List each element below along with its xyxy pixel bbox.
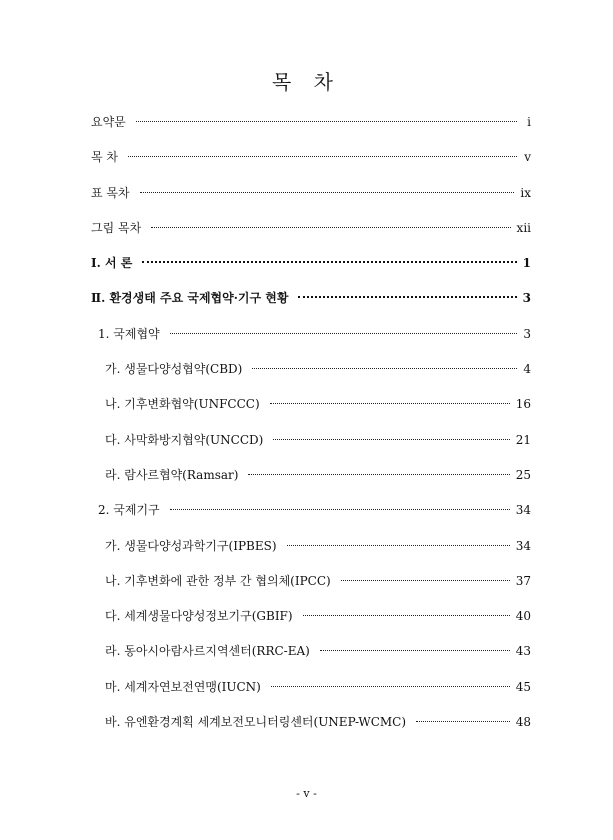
toc-entry-label: 다. 세계생물다양성정보기구(GBIF): [105, 609, 293, 624]
table-of-contents: [91, 113, 531, 748]
toc-chapter-1[interactable]: [91, 254, 531, 289]
toc-entry-figure-list[interactable]: [91, 219, 531, 254]
toc-entry-page: 16: [515, 397, 531, 412]
dot-leader: [298, 296, 516, 298]
toc-entry-page: 37: [515, 573, 531, 588]
toc-entry-page: 48: [515, 715, 531, 730]
dot-leader: [271, 686, 510, 687]
toc-entry-table-list[interactable]: [91, 184, 531, 219]
toc-section-conventions[interactable]: [91, 325, 531, 360]
toc-entry-page: 3: [523, 326, 531, 341]
toc-entry-page: 1: [522, 256, 531, 271]
toc-entry-label: 나. 기후변화에 관한 정부 간 협의체(IPCC): [105, 573, 331, 588]
toc-subsection-rrc-ea[interactable]: [91, 642, 531, 677]
dot-leader: [140, 192, 515, 193]
toc-entry-page: xii: [516, 220, 531, 235]
toc-entry-label: Ⅰ. 서 론: [91, 256, 133, 271]
toc-entry-page: 43: [515, 644, 531, 659]
dot-leader: [273, 439, 509, 440]
toc-entry-page: 40: [515, 609, 531, 624]
dot-leader: [136, 121, 517, 122]
dot-leader: [128, 156, 517, 157]
dot-leader: [252, 368, 517, 369]
toc-entry-label: 요약문: [91, 115, 126, 129]
toc-entry-page: 3: [522, 291, 531, 306]
toc-entry-page: ix: [520, 185, 531, 200]
toc-entry-label: Ⅱ. 환경생태 주요 국제협약·기구 현황: [91, 291, 289, 306]
toc-entry-page: 4: [523, 362, 531, 377]
toc-entry-page: 34: [515, 538, 531, 553]
toc-entry-label: 2. 국제기구: [98, 503, 160, 518]
toc-subsection-unep-wcmc[interactable]: [91, 713, 531, 748]
dot-leader: [341, 580, 510, 581]
toc-entry-label: 나. 기후변화협약(UNFCCC): [105, 397, 260, 412]
dot-leader: [303, 615, 510, 616]
dot-leader: [170, 509, 510, 510]
toc-entry-page: 25: [515, 467, 531, 482]
toc-entry-page: 21: [515, 432, 531, 447]
toc-subsection-ipbes[interactable]: [91, 537, 531, 572]
toc-entry-label: 가. 생물다양성협약(CBD): [105, 362, 243, 377]
toc-entry-label: 마. 세계자연보전연맹(IUCN): [105, 679, 261, 694]
dot-leader: [416, 721, 510, 722]
page-title: 목 차: [272, 70, 341, 94]
toc-entry-page: i: [527, 115, 531, 129]
toc-entry-label: 표 목차: [91, 185, 130, 200]
toc-section-organizations[interactable]: [91, 501, 531, 536]
dot-leader: [248, 474, 509, 475]
dot-leader: [270, 403, 510, 404]
toc-entry-page: 34: [515, 503, 531, 518]
toc-entry-label: 라. 람사르협약(Ramsar): [105, 467, 239, 482]
dot-leader: [320, 650, 510, 651]
toc-subsection-unccd[interactable]: [91, 431, 531, 466]
toc-entry-label: 라. 동아시아람사르지역센터(RRC-EA): [105, 644, 310, 659]
toc-subsection-ramsar[interactable]: [91, 466, 531, 501]
toc-chapter-2[interactable]: [91, 289, 531, 324]
dot-leader: [287, 545, 510, 546]
dot-leader: [151, 227, 510, 228]
toc-entry-label: 1. 국제협약: [98, 326, 160, 341]
toc-entry-summary[interactable]: [91, 113, 531, 148]
toc-subsection-cbd[interactable]: [91, 360, 531, 395]
toc-entry-page: v: [524, 150, 531, 165]
toc-entry-label: 그림 목차: [91, 220, 142, 235]
toc-entry-label: 가. 생물다양성과학기구(IPBES): [105, 538, 277, 553]
toc-entry-label: 바. 유엔환경계획 세계보전모니터링센터(UNEP-WCMC): [105, 715, 407, 730]
toc-subsection-ipcc[interactable]: [91, 572, 531, 607]
toc-subsection-iucn[interactable]: [91, 678, 531, 713]
toc-entry-page: 45: [515, 679, 531, 694]
toc-entry-label: 다. 사막화방지협약(UNCCD): [105, 432, 264, 447]
dot-leader: [142, 261, 516, 263]
toc-subsection-gbif[interactable]: [91, 607, 531, 642]
toc-entry-label: 목 차: [91, 150, 118, 165]
toc-entry-contents[interactable]: [91, 148, 531, 183]
toc-subsection-unfccc[interactable]: [91, 395, 531, 430]
page-number-footer: - v -: [296, 787, 317, 800]
dot-leader: [170, 333, 517, 334]
